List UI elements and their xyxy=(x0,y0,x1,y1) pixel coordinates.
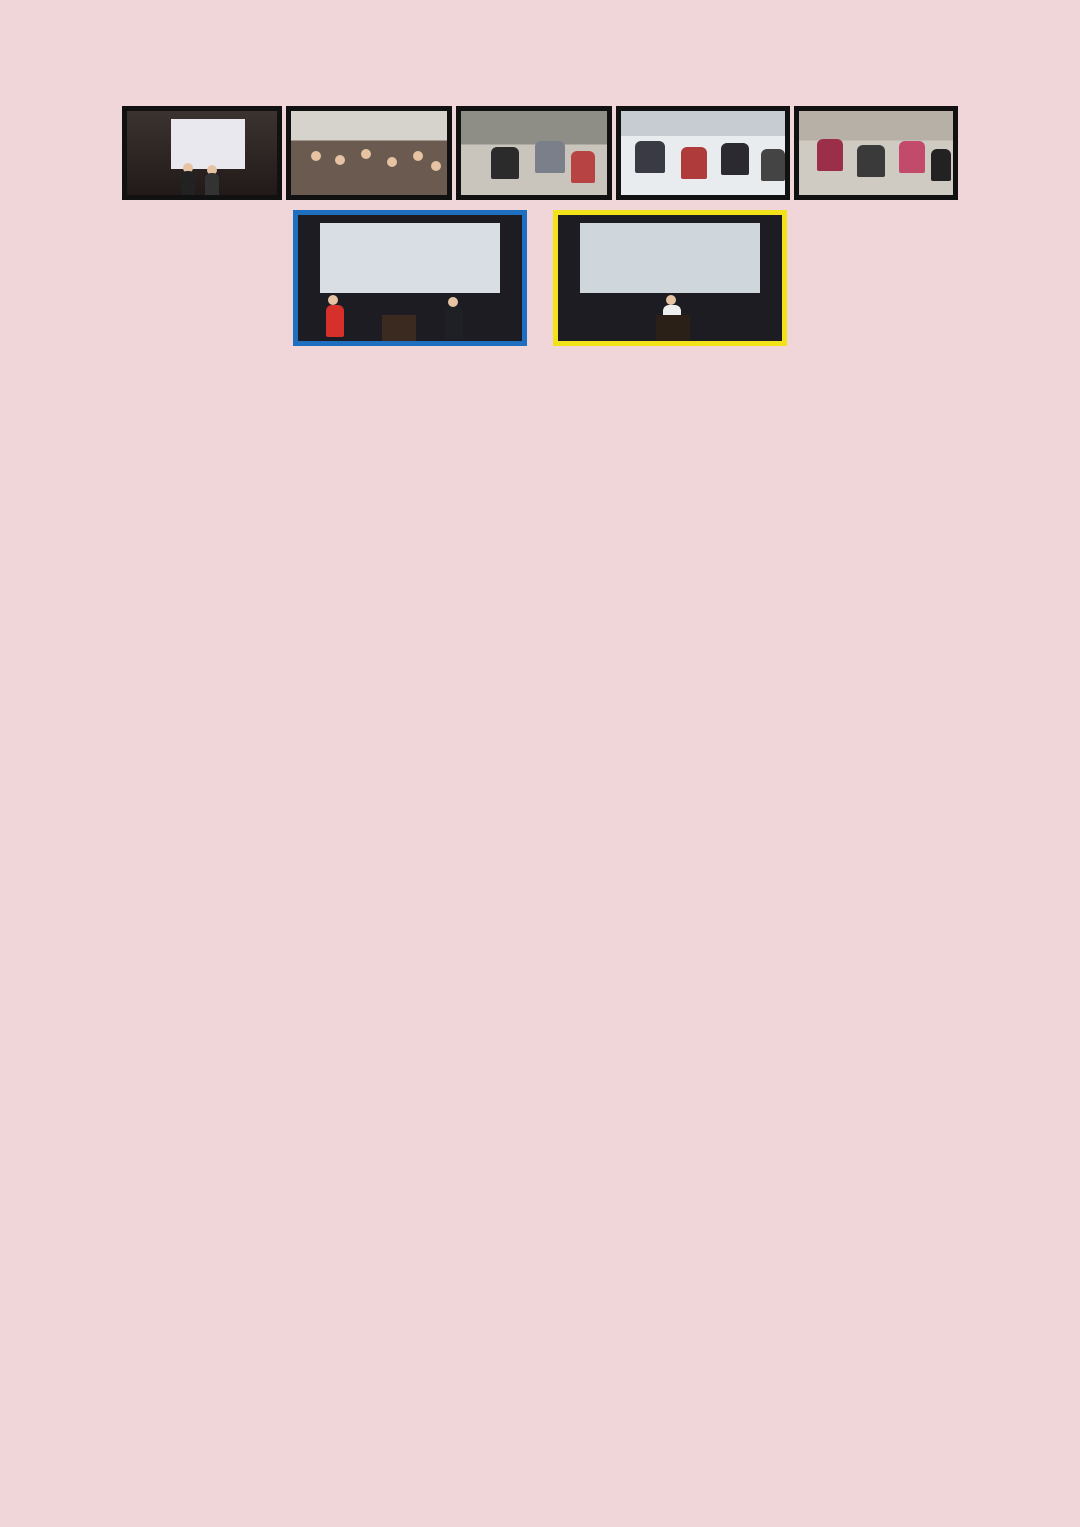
photo-speakers xyxy=(122,106,282,200)
photo-congregation xyxy=(286,106,452,200)
border-left xyxy=(40,40,74,1486)
article xyxy=(120,96,960,346)
photo-row-bottom xyxy=(120,210,960,346)
photo-row-top xyxy=(122,106,960,200)
photo-kneeling xyxy=(456,106,612,200)
border-top xyxy=(40,40,1040,74)
border-right xyxy=(1006,40,1040,1486)
photo-stage-one-speaker xyxy=(553,210,787,346)
photo-stage-two-speakers xyxy=(293,210,527,346)
border-bottom xyxy=(40,1452,1040,1486)
photo-hall xyxy=(616,106,790,200)
photo-prayer xyxy=(794,106,958,200)
